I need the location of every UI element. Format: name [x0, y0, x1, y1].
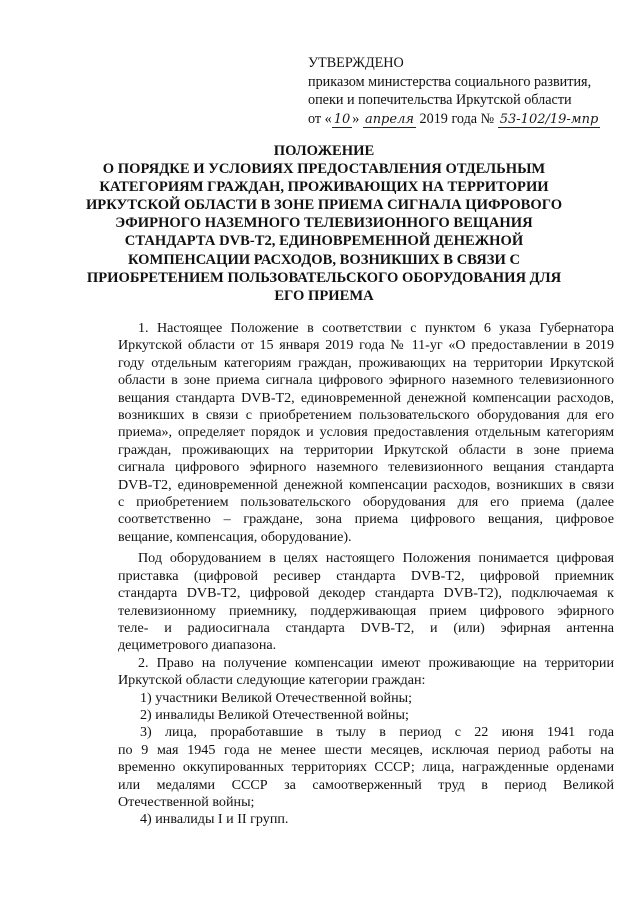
title-line: СТАНДАРТА DVB-T2, ЕДИНОВРЕМЕННОЙ ДЕНЕЖНОЙ [124, 233, 524, 250]
text-line: теле- и радиосигнала стандарта DVB-T2, и (или) эфирная антенна [118, 619, 614, 636]
paragraph-1 [118, 320, 614, 546]
title-line: ЭФИРНОГО НАЗЕМНОГО ТЕЛЕВИЗИОННОГО ВЕЩАНИЯ [115, 215, 533, 232]
text-line: 1. Настоящее Положение в соответствии с пунктом 6 указа Губернатора [138, 320, 614, 336]
list-item: 3) лица, проработавшие в тылу в период с 22 июня 1941 года [140, 724, 614, 741]
text-line: сигнала цифрового эфирного наземного телевизионного вещания стандарта [118, 459, 614, 476]
text-line: приема», определяет порядок и условия предоставления отдельным категориям [118, 424, 614, 441]
approval-line-2: опеки и попечительства Иркутской области [308, 92, 572, 108]
approval-line-3 [308, 110, 623, 129]
approval-date-mid: » [352, 110, 363, 127]
text-line: году отдельным категориям граждан, проживающих на территории Иркутской [118, 354, 614, 371]
text-line: Иркутской области от 15 января 2019 года № 11-уг «О предоставлении в 2019 [118, 337, 614, 354]
text-line: или медалями СССР за самоотверженный труд в период Великой [118, 776, 614, 793]
approval-year: 2019 года № [415, 110, 498, 127]
text-line: вещания стандарта DVB-T2, единовременной денежной компенсации расходов, [118, 389, 614, 406]
list-item: 4) инвалиды I и II групп. [140, 811, 289, 828]
document-body [118, 320, 614, 829]
text-line: стандарта DVB-T2, цифровой декодер стандарта DVB-T2), подключаемая к [118, 585, 614, 602]
text-line: с приобретением пользовательского оборудования для его приема (далее [118, 494, 614, 511]
list-item: 2) инвалиды Великой Отечественной войны; [140, 706, 409, 723]
text-line: DVB-T2, единовременной денежной компенсации расходов, возникших в связи [118, 476, 614, 493]
title-line: ПРИОБРЕТЕНИЕМ ПОЛЬЗОВАТЕЛЬСКОГО ОБОРУДОВАНИЯ ДЛЯ [86, 269, 562, 286]
text-line: граждан, проживающих на территории Иркутской области в зоне приема [118, 441, 614, 458]
handwritten-order-number: 53-102/19-мпр [499, 111, 599, 127]
text-line: по 9 мая 1945 года не менее шести месяцев, исключая период работы на [118, 741, 614, 758]
handwritten-day: 10 [333, 111, 351, 127]
title-line: О ПОРЯДКЕ И УСЛОВИЯХ ПРЕДОСТАВЛЕНИЯ ОТДЕЛЬНЫМ [102, 161, 546, 178]
category-list [118, 690, 614, 829]
text-line: Под оборудованием в целях настоящего Положения понимается цифровая [138, 550, 614, 567]
handwritten-month: апреля [364, 111, 414, 127]
title-line: ПОЛОЖЕНИЕ [273, 143, 375, 159]
text-line: Иркутской области следующие категории граждан: [118, 672, 426, 689]
approval-line-1: приказом министерства социального развития, [308, 73, 592, 90]
approval-heading: УТВЕРЖДЕНО [308, 55, 404, 71]
text-line: 2. Право на получение компенсации имеют проживающие на территории [138, 654, 614, 671]
paragraph-2 [118, 550, 614, 654]
text-line: дециметрового диапазона. [118, 637, 277, 654]
text-line: Отечественной войны; [118, 793, 255, 810]
title-line: КАТЕГОРИЯМ ГРАЖДАН, ПРОЖИВАЮЩИХ НА ТЕРРИТОРИИ [99, 179, 549, 196]
paragraph-3 [118, 655, 614, 690]
title-line: ЕГО ПРИЕМА [274, 287, 374, 304]
text-line: возникших в связи с приобретением пользовательского оборудования для его [118, 407, 614, 424]
text-line: приставка (цифровой ресивер стандарта DVB-T2, цифровой приемник [118, 567, 614, 584]
document-title [84, 142, 564, 305]
approval-block [308, 54, 623, 128]
text-line: телевизионному приемнику, поддерживающая прием цифрового эфирного [118, 602, 614, 619]
title-line: ИРКУТСКОЙ ОБЛАСТИ В ЗОНЕ ПРИЕМА СИГНАЛА ЦИФРОВОГО [85, 197, 563, 214]
text-line: области в зоне приема сигнала цифрового эфирного наземного телевизионного [118, 372, 614, 389]
text-line: вещание, компенсация, оборудование). [118, 528, 352, 545]
approval-date-prefix: от « [308, 110, 332, 127]
text-line: соответственно – граждане, зона приема цифрового вещания, цифровое [118, 511, 614, 528]
title-line: КОМПЕНСАЦИИ РАСХОДОВ, ВОЗНИКШИХ В СВЯЗИ С [127, 251, 521, 268]
list-item: 1) участники Великой Отечественной войны; [140, 689, 412, 706]
text-line: временно оккупированных территориях СССР; лица, награжденные орденами [118, 759, 614, 776]
